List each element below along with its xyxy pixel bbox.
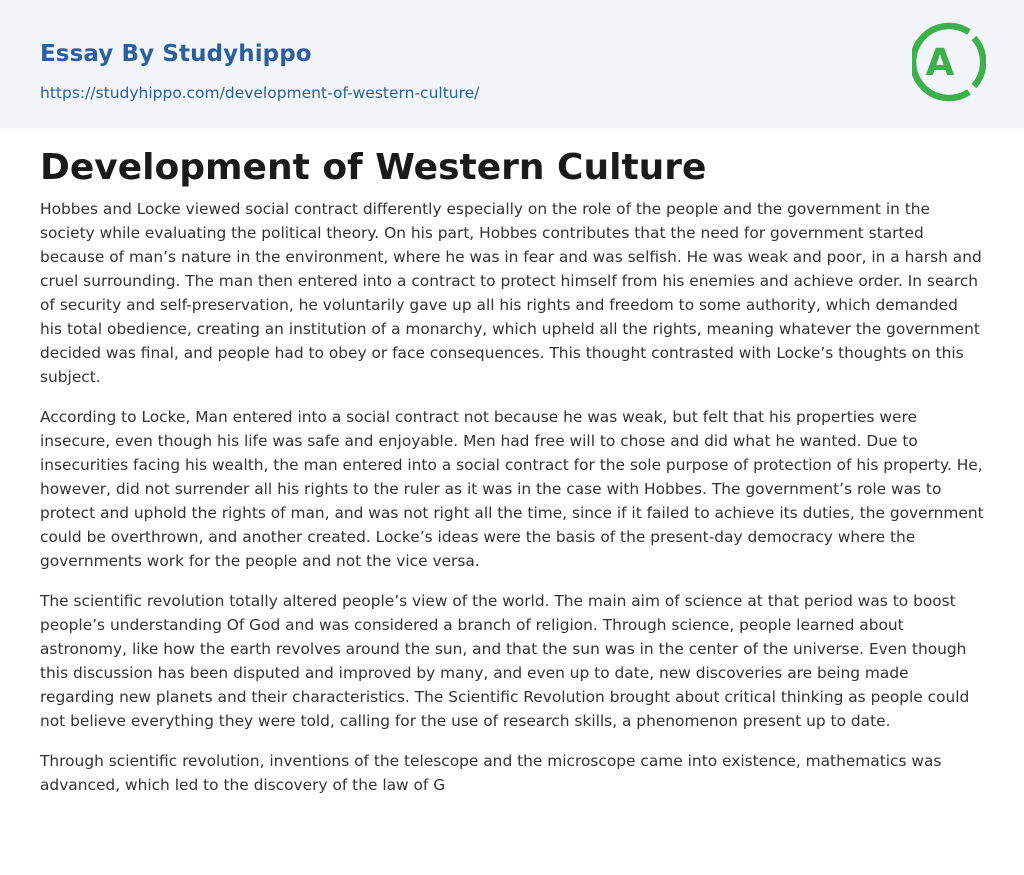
article-title: Development of Western Culture (40, 147, 707, 188)
logo-ring-right (974, 38, 983, 86)
article-paragraph-2: According to Locke, Man entered into a social contract not because he was weak, but felt that his properties were insecure, even though his life was safe and enjoyable. Men had free will to chose and did what he wanted. Due to insecurities facing his wealth, the man entered into a social contract for the sole purpose of protection of his property. He, however, did not surrender all his rights to the ruler as it was in the case with Hobbes. The government’s role was to protect and uphold the rights of man, and was not right all the time, since if it failed to achieve its duties, the government could be overthrown, and another created. Locke’s ideas were the basis of the present-day democracy where the governments work for the people and not the vice versa. (40, 408, 984, 570)
page-url-link[interactable]: https://studyhippo.com/development-of-western-culture/ (40, 84, 480, 102)
site-brand[interactable]: Essay By Studyhippo (40, 41, 312, 67)
article-paragraph-3: The scientific revolution totally altered people’s view of the world. The main aim of science at that period was to boost people’s understanding Of God and was considered a branch of religion. Through science, people learned about astronomy, like how the earth revolves around the sun, and that the sun was in the center of the universe. Even though this discussion has been disputed and improved by many, and even up to date, new discoveries are being made regarding new planets and their characteristics. The Scientific Revolution brought about critical thinking as people could not believe everything they were told, calling for the use of research skills, a phenomenon present up to date. (40, 592, 970, 730)
article-paragraph-4: Through scientific revolution, inventions of the telescope and the microscope came into existence, mathematics was advanced, which led to the discovery of the law of G (40, 752, 942, 794)
article (0, 129, 1024, 797)
studyhippo-logo-icon[interactable] (912, 19, 986, 105)
logo-letter: A (925, 41, 955, 84)
article-paragraph-1: Hobbes and Locke viewed social contract differently especially on the role of the people and the government in the society while evaluating the political theory. On his part, Hobbes contributes that the need for government started because of man’s nature in the environment, where he was in fear and was selfish. He was weak and poor, in a harsh and cruel surrounding. The man then entered into a contract to protect himself from his enemies and achieve order. In search of security and self-preservation, he voluntarily gave up all his rights and freedom to some authority, which demanded his total obedience, creating an institution of a monarchy, which upheld all the rights, meaning whatever the government decided was final, and people had to obey or face consequences. This thought contrasted with Locke’s thoughts on this subject. (40, 200, 982, 386)
site-header (0, 0, 1024, 129)
